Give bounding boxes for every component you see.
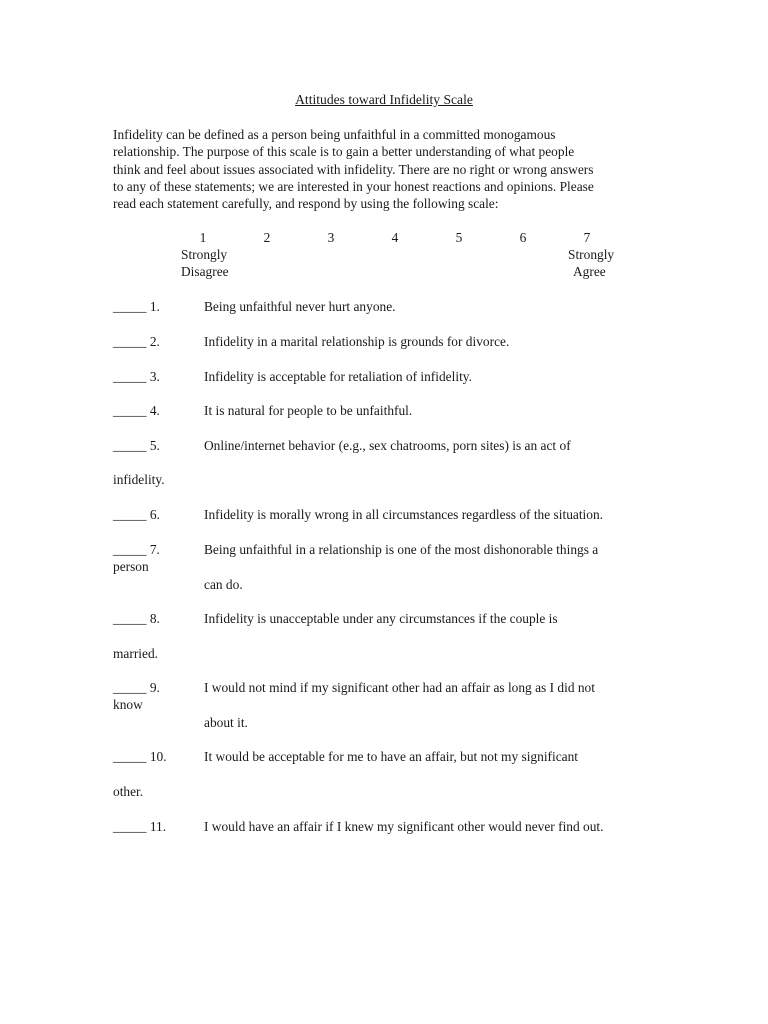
intro-line: read each statement carefully, and respond by using the following scale: <box>113 196 499 212</box>
scale-number-5: 5 <box>455 230 463 245</box>
scale-left-anchor-line2: Disagree <box>181 264 229 279</box>
intro-paragraph <box>113 126 653 212</box>
item-statement: Infidelity is unacceptable under any circumstances if the couple is <box>204 611 558 626</box>
item-statement: It would be acceptable for me to have an affair, but not my significant <box>204 749 579 764</box>
page-title: Attitudes toward Infidelity Scale <box>295 92 473 107</box>
scale-number-1: 1 <box>199 230 207 245</box>
item-statement: It is natural for people to be unfaithful. <box>204 403 413 418</box>
item-statement-continuation: about it. <box>204 715 248 730</box>
item-statement-continuation: can do. <box>204 577 243 592</box>
item-response-blank[interactable]: _____ 6. <box>113 507 160 522</box>
item-statement: Online/internet behavior (e.g., sex chatrooms, porn sites) is an act of <box>204 438 571 453</box>
intro-line: to any of these statements; we are interested in your honest reactions and opinions. Please <box>113 178 594 194</box>
item-statement: I would have an affair if I knew my significant other would never find out. <box>204 819 604 834</box>
item-statement: Being unfaithful in a relationship is one of the most dishonorable things a <box>204 542 599 557</box>
item-response-blank[interactable]: _____ 2. <box>113 334 160 349</box>
item-response-blank[interactable]: _____ 10. <box>113 749 167 764</box>
item-statement: Infidelity is acceptable for retaliation of infidelity. <box>204 369 472 384</box>
item-statement-wrap: person <box>113 559 149 574</box>
scale-number-4: 4 <box>391 230 399 245</box>
item-response-blank[interactable]: _____ 7. <box>113 542 160 557</box>
intro-line: Infidelity can be defined as a person being unfaithful in a committed monogamous <box>113 127 556 142</box>
item-statement-continuation: infidelity. <box>113 472 165 487</box>
item-statement: Infidelity is morally wrong in all circumstances regardless of the situation. <box>204 507 604 522</box>
intro-line: relationship. The purpose of this scale is to gain a better understanding of what people <box>113 144 575 160</box>
scale-right-anchor-line1: Strongly <box>568 247 615 262</box>
item-response-blank[interactable]: _____ 9. <box>113 680 160 695</box>
item-response-blank[interactable]: _____ 4. <box>113 403 160 418</box>
item-statement: Infidelity in a marital relationship is grounds for divorce. <box>204 334 510 349</box>
intro-line: think and feel about issues associated with infidelity. There are no right or wrong answers <box>113 161 594 177</box>
scale-number-2: 2 <box>263 230 271 245</box>
item-statement: Being unfaithful never hurt anyone. <box>204 299 396 314</box>
item-response-blank[interactable]: _____ 8. <box>113 611 160 626</box>
item-statement-wrap: know <box>113 697 143 712</box>
scale-left-anchor-line1: Strongly <box>181 247 228 262</box>
scale-number-3: 3 <box>327 230 335 245</box>
item-response-blank[interactable]: _____ 5. <box>113 438 160 453</box>
item-statement-continuation: other. <box>113 784 144 799</box>
scale-number-6: 6 <box>519 230 527 245</box>
item-response-blank[interactable]: _____ 11. <box>113 819 167 834</box>
scale-number-7: 7 <box>583 230 591 245</box>
item-response-blank[interactable]: _____ 1. <box>113 299 160 314</box>
item-response-blank[interactable]: _____ 3. <box>113 369 160 384</box>
item-statement: I would not mind if my significant other had an affair as long as I did not <box>204 680 595 695</box>
item-statement-continuation: married. <box>113 646 158 661</box>
scale-right-anchor-line2: Agree <box>573 264 606 279</box>
